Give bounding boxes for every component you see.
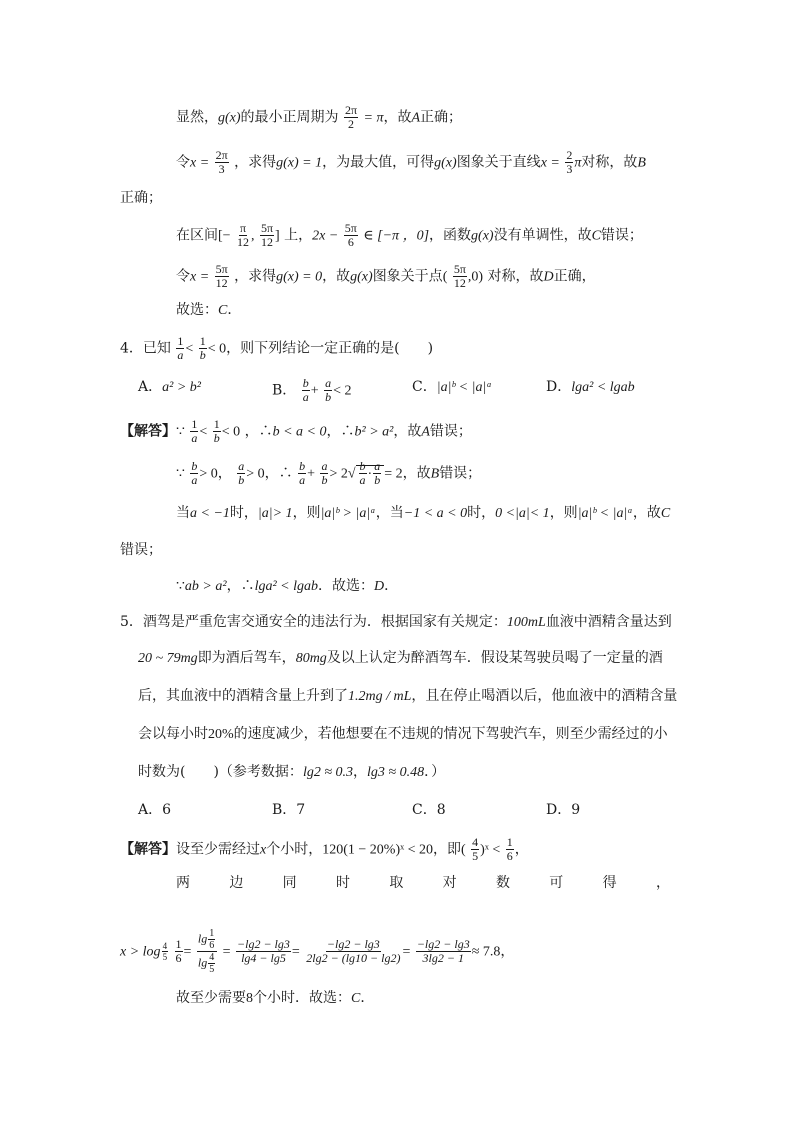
question-4-stem: 4．已知 $\frac{1}{a}$ < $\frac{1}{b}$ < 0，则下列结论一定正确的是( ) [120, 334, 434, 362]
solution-line-correct: 正确； [120, 190, 162, 206]
answer-4-line-4: 错误； [120, 542, 162, 558]
answer-5-line-2: 两 边 同 时 取 对 数 可 得 ， [176, 875, 670, 891]
answer-5-line-1: 【解答】设至少需经过x个小时，120(1 − 20%)ˣ < 20，即( $\frac{4}{5}$ )ˣ < $\frac{1}{6}$ ， [120, 835, 529, 863]
question-5-line-3: 后，其血液中的酒精含量上升到了1.2mg / mL，且在停止喝酒以后，他血液中的酒精含量 [138, 688, 678, 704]
option-4d: D．lga² < lgab [546, 379, 635, 395]
fraction: $\frac{2\pi}{2}$ [345, 103, 358, 131]
question-5-line-2: 20 ~ 79mg即为酒后驾车，80mg及以上认定为醉酒驾车．假设某驾驶员喝了一定量的酒 [138, 650, 663, 666]
option-5b: B．7 [272, 802, 306, 818]
option-5c: C．8 [412, 802, 446, 818]
question-5-line-1: 5．酒驾是严重危害交通安全的违法行为．根据国家有关规定：100mL血液中酒精含量达到 [120, 614, 672, 630]
solution-line-max: 令x = $\frac{2\pi}{3}$ ，求得g(x) = 1，为最大值，可得g(x)图象关于直线x = $\frac{2}{3}$ π对称，故B [176, 148, 646, 176]
option-4a: A．a² > b² [138, 379, 201, 395]
option-5d: D．9 [546, 802, 581, 818]
solution-line-interval: 在区间[− $\frac{\pi}{12}$ , $\frac{5\pi}{12}$ ] 上，2x − $\frac{5\pi}{6}$ ∈ [−π ，0]，函数g(x)没有单调性，故C错误； [176, 221, 643, 249]
solution-line-symmetry: 令x = $\frac{5\pi}{12}$ ，求得g(x) = 0，故g(x)图象关于点( $\frac{5\pi}{12}$ ,0) 对称，故D正确， [176, 262, 596, 290]
question-5-line-4: 会以每小时20%的速度减少，若他想要在不违规的情况下驾驶汽车，则至少需经过的小 [138, 726, 668, 742]
question-5-line-5: 时数为( )（参考数据：lg2 ≈ 0.3，lg3 ≈ 0.48．） [138, 764, 446, 780]
answer-tag: 【解答】 [120, 841, 176, 858]
answer-5-line-4: 故至少需要8个小时．故选：C． [176, 990, 375, 1006]
answer-4-line-1: 【解答】∵ $\frac{1}{a}$ < $\frac{1}{b}$ < 0 ，∴b < a < 0，∴b² > a²，故A错误； [120, 417, 472, 445]
answer-5-line-3: x > log $\frac{4}{5}$ $\frac{1}{6}$ = lg $\frac{1}{6}$ lg $\frac{4}{5}$ = $\frac{-\lg 2 - \lg 3}{\lg 4 - \lg 5}$ = $\frac{-\lg 2 - \lg 3}{2\lg 2 - (\lg 10 - \lg 2)}$ = $\frac{-\lg 2 - \lg 3}{3\lg 2 - 1}$ ≈ 7.8， [120, 928, 515, 975]
solution-line-period: 显然，g(x)的最小正周期为 $\frac{2\pi}{2}$ = π，故A正确； [176, 103, 463, 131]
option-4c: C．|a|ᵇ < |a|ᵃ [412, 379, 492, 395]
answer-4-line-2: ∵ $\frac{b}{a}$ > 0， $\frac{a}{b}$ > 0，∴ $\frac{b}{a}$ + $\frac{a}{b}$ > 2√ $\frac{b}{a}$ · $\frac{a}{b}$ = 2，故B错误； [176, 459, 482, 487]
answer-4-line-5: ∵ab > a²，∴lga² < lgab．故选：D． [176, 578, 399, 594]
answer-4-line-3: 当a < −1时，|a|> 1，则|a|ᵇ > |a|ᵃ，当−1 < a < 0时，0 <|a|< 1，则|a|ᵇ < |a|ᵃ，故C [176, 505, 671, 521]
option-5a: A．6 [138, 802, 172, 818]
answer-tag: 【解答】 [120, 423, 176, 440]
option-4b: B． $\frac{b}{a}$ + $\frac{a}{b}$ < 2 [272, 376, 352, 404]
solution-answer-q3: 故选：C． [176, 302, 242, 318]
